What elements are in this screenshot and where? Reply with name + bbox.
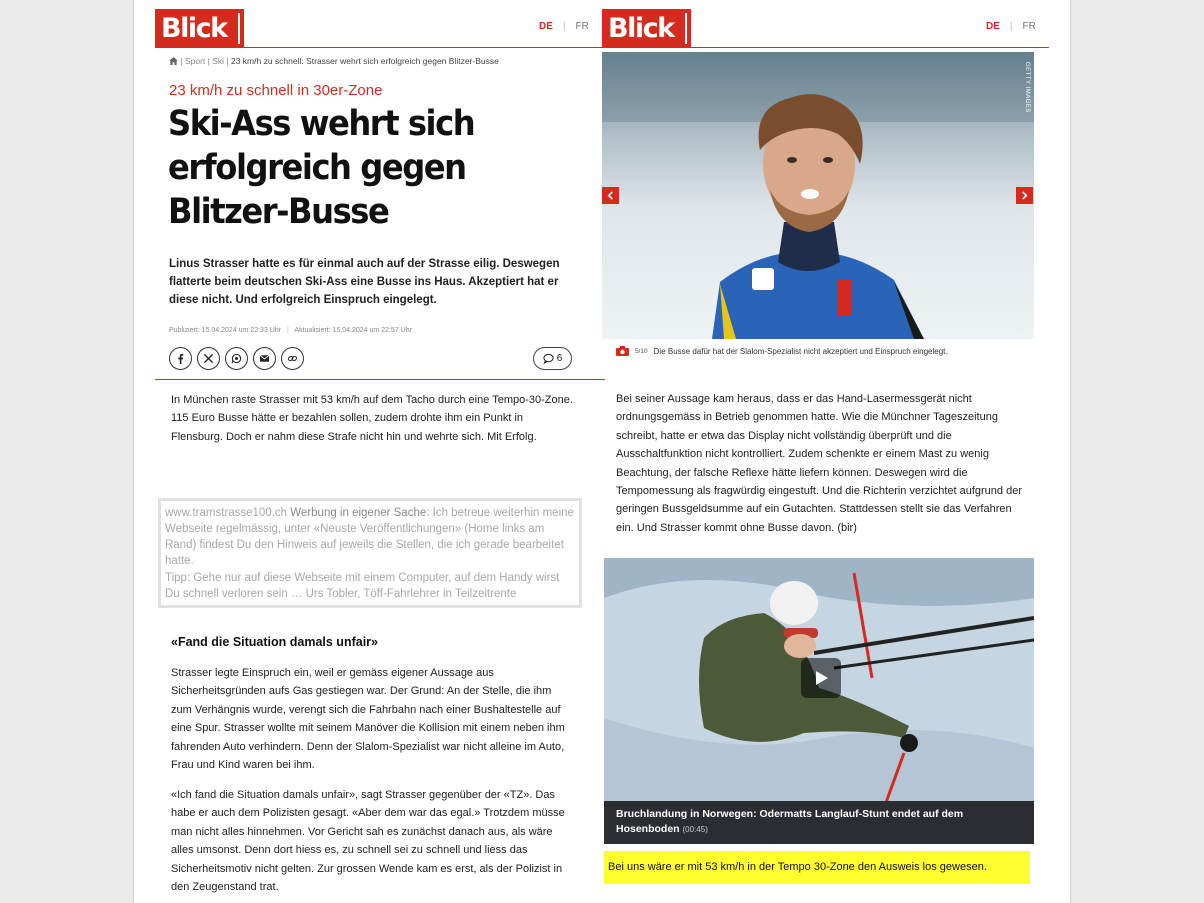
- article-paragraph-4: Bei seiner Aussage kam heraus, dass er das Hand-Lasermessgerät nicht ordnungsgemäss in Betrieb genommen hatte. Wie die Münchner Tageszeitung schreibt, hatte er etwa das Display nicht vollständig überprüft und die Ausschaltfunktion nicht kontrolliert. Zudem schenkte er einem Mast zu wenig Beachtung, der falsche Reflexe hätte liefern können. Deswegen wird die Tempomessung als fragwürdig eingestuft. Und die Richterin verzichtet aufgrund der geringen Bussgeldsumme auf ein Gutachten. Stattdessen stellt sie das Verfahren ein. Und Strasser kommt ohne Busse davon. (bir): [616, 393, 1022, 534]
- article-column-right: [602, 0, 1049, 903]
- breadcrumb-ski[interactable]: Ski: [212, 56, 225, 66]
- chevron-left-icon: [606, 191, 615, 200]
- language-switch: DE | FR: [539, 21, 589, 32]
- article-headline: Ski-Ass wehrt sich erfolgreich gegen Blitzer-Busse: [168, 104, 475, 232]
- published-date: Publiziert: 15.04.2024 um 22:33 Uhr: [169, 327, 282, 334]
- link-icon: [287, 353, 298, 364]
- article-paragraph-2: Strasser legte Einspruch ein, weil er gemäss eigener Aussage aus Sicherheitsgründen aufs Gas gestiegen war. Der Grund: An der Stelle, die ihm zum Verhängnis wurde, verengt sich die Fahrbahn nach einer Bushaltestelle auf eine Spur. Strasser wollte mit seinem Manöver die Kollision mit einem neben ihm fahrenden Auto verhindern. Denn der Slalom-Spezialist war nicht alleine im Auto, Frau und Kind waren bei ihm.: [171, 667, 565, 772]
- article-column-left: [155, 0, 605, 903]
- chevron-right-icon: [1020, 191, 1029, 200]
- gallery-next-button[interactable]: [1016, 187, 1033, 204]
- whatsapp-share-button[interactable]: [225, 347, 248, 370]
- video-caption: [604, 801, 1034, 844]
- blick-logo-right[interactable]: Blick: [602, 9, 691, 48]
- share-bar: [169, 347, 304, 370]
- skier-portrait-image: [602, 52, 1034, 339]
- article-subhead: «Fand die Situation damals unfair»: [171, 635, 378, 649]
- breadcrumb-current: 23 km/h zu schnell: Strasser wehrt sich erfolgreich gegen Blitzer-Busse: [230, 56, 499, 66]
- article-dates: Publiziert: 15.04.2024 um 22:33 Uhr | Aktualisiert: 15.04.2024 um 22:57 Uhr: [169, 327, 412, 334]
- play-button[interactable]: [801, 658, 841, 698]
- comment-bubble-icon: [543, 353, 554, 364]
- lang-de-link[interactable]: DE: [539, 21, 553, 32]
- play-icon: [812, 669, 830, 687]
- lang-fr-link[interactable]: FR: [1022, 21, 1036, 32]
- whatsapp-icon: [231, 353, 242, 364]
- breadcrumb: | Sport | Ski | 23 km/h zu schnell: Strasser wehrt sich erfolgreich gegen Blitzer-Busse: [169, 56, 499, 67]
- email-share-button[interactable]: [253, 347, 276, 370]
- photo-credit: GETTY IMAGES: [1024, 62, 1030, 113]
- ad-box: [158, 498, 582, 608]
- comment-count: 6: [556, 353, 563, 364]
- breadcrumb-sport[interactable]: Sport: [184, 56, 206, 66]
- video-duration: (00:45): [682, 825, 708, 834]
- ad-tip: Tipp: Gehe nur auf diese Webseite mit einem Computer, auf dem Handy wirst Du schnell verloren sein … Urs Tobler, Töff-Fahrlehrer in Teilzeitrente: [165, 572, 560, 600]
- updated-date: Aktualisiert: 15.04.2024 um 22:57 Uhr: [294, 327, 412, 334]
- share-divider: [155, 379, 605, 380]
- ad-label: Werbung in eigener Sache: [290, 507, 427, 519]
- article-lead: Linus Strasser hatte es für einmal auch auf der Strasse eilig. Deswegen flatterte beim deutschen Ski-Ass eine Busse ins Haus. Akzeptiert hat er diese nicht. Und erfolgreich Einspruch eingelegt.: [169, 258, 560, 306]
- comments-button[interactable]: [533, 347, 572, 370]
- ad-text: : Ich betreue weiterhin meine Webseite regelmässig, unter «Neuste Veröffentlichungen» (Home links am Rand) findest Du den Hinweis auf jeweils die Stellen, die ich gerade bearbeitet hatte.: [165, 507, 574, 567]
- gallery-counter: 5/10: [635, 347, 648, 355]
- facebook-icon: [175, 353, 186, 364]
- ad-url[interactable]: www.tramstrasse100.ch: [165, 507, 288, 519]
- article-kicker: 23 km/h zu schnell in 30er-Zone: [169, 82, 383, 99]
- gallery-photo[interactable]: [602, 52, 1034, 339]
- home-icon[interactable]: [169, 57, 178, 67]
- x-share-button[interactable]: [197, 347, 220, 370]
- gallery-prev-button[interactable]: [602, 187, 619, 204]
- language-switch-right: DE | FR: [986, 21, 1036, 32]
- copy-link-button[interactable]: [281, 347, 304, 370]
- video-title: Bruchlandung in Norwegen: Odermatts Langlauf-Stunt endet auf dem Hosenboden: [616, 808, 964, 835]
- photo-caption: [616, 346, 948, 356]
- header-divider: [155, 47, 605, 48]
- mail-icon: [259, 353, 270, 364]
- lang-de-link[interactable]: DE: [986, 21, 1000, 32]
- header-divider-right: [602, 47, 1049, 48]
- video-teaser[interactable]: [604, 558, 1034, 844]
- article-paragraph-1: In München raste Strasser mit 53 km/h auf dem Tacho durch eine Tempo-30-Zone. 115 Euro Busse hätte er bezahlen sollen, zudem drohte ihm ein Punkt in Flensburg. Doch er nahm diese Strafe nicht hin und wehrte sich. Mit Erfolg.: [171, 394, 573, 443]
- camera-icon: [616, 346, 629, 356]
- highlight-note: Bei uns wäre er mit 53 km/h in der Tempo 30-Zone den Ausweis los gewesen.: [604, 851, 1030, 884]
- blick-logo[interactable]: Blick: [155, 9, 244, 48]
- lang-fr-link[interactable]: FR: [575, 21, 589, 32]
- x-icon: [203, 353, 214, 364]
- caption-text: Die Busse dafür hat der Slalom-Spezialist nicht akzeptiert und Einspruch eingelegt.: [653, 346, 948, 356]
- facebook-share-button[interactable]: [169, 347, 192, 370]
- article-paragraph-3: «Ich fand die Situation damals unfair», sagt Strasser gegenüber der «TZ». Das habe er auch dem Polizisten gesagt. «Aber dem war das egal.» Trotzdem müsse man nicht alles hinnehmen. Vor Gericht sah es zunächst danach aus, als wäre alles umsonst. Denn dort hiess es, zu schnell sei zu schnell und liess das Sicherheitsmotiv nicht gelten. Zur grossen Wende kam es erst, als der Polizist in den Zeugenstand trat.: [171, 789, 565, 894]
